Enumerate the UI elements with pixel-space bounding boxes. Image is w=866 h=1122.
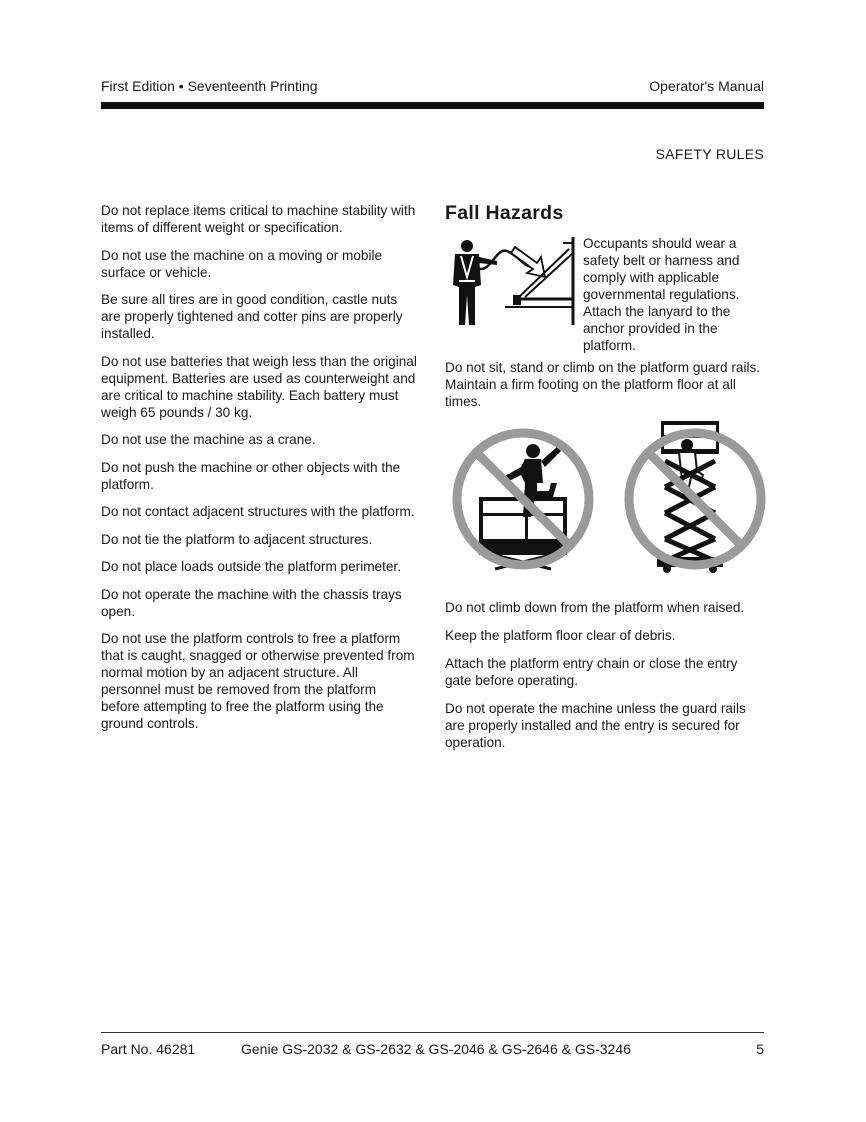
no-climbing-down-raised-icon: [617, 421, 773, 577]
safety-rule: Do not use batteries that weigh less than the original equipment. Batteries are used as counterweight and are critical to machine stability. Each battery must weigh 65 pounds / 30 kg.: [101, 353, 417, 420]
footer-models: Genie GS-2032 & GS-2632 & GS-2046 & GS-2646 & GS-3246: [241, 1041, 631, 1057]
safety-rule: Do not climb down from the platform when raised.: [445, 600, 745, 615]
header-manual-title: Operator's Manual: [649, 78, 764, 94]
safety-rule: Do not place loads outside the platform perimeter.: [101, 559, 401, 574]
footer-page-number: 5: [756, 1041, 764, 1057]
safety-rule: Do not tie the platform to adjacent structures.: [101, 531, 373, 547]
safety-rule: Do not use the platform controls to free a platform that is caught, snagged or otherwise prevented from normal motion by an adjacent structure. All personnel must be removed from the platform before attempting to free the platform using the ground controls.: [101, 631, 415, 731]
harness-lanyard-icon: [445, 237, 579, 329]
header-edition: First Edition • Seventeenth Printing: [101, 78, 318, 94]
safety-rule: Do not use the machine on a moving or mobile surface or vehicle.: [101, 247, 383, 280]
safety-rule: Keep the platform floor clear of debris.: [445, 628, 676, 643]
harness-block: [445, 235, 767, 359]
safety-rule: Do not push the machine or other objects with the platform.: [101, 459, 401, 492]
right-column: [445, 202, 767, 762]
left-column: [101, 202, 417, 743]
safety-rule: Do not replace items critical to machine stability with items of different weight or specification.: [101, 203, 416, 235]
safety-rule: Do not use the machine as a crane.: [101, 432, 316, 447]
header-bar: [101, 102, 764, 109]
safety-rule: Be sure all tires are in good condition, castle nuts are properly tightened and cotter pins are properly installed.: [101, 292, 403, 341]
footer-rule: [101, 1032, 764, 1033]
footer-part-number: Part No. 46281: [101, 1041, 196, 1057]
prohibition-images: [445, 421, 767, 581]
safety-rule: Do not contact adjacent structures with the platform.: [101, 504, 415, 519]
safety-rule: Do not operate the machine unless the guard rails are properly installed and the entry is secured for operation.: [445, 701, 746, 750]
section-label: SAFETY RULES: [655, 146, 764, 162]
fall-hazards-heading: Fall Hazards: [445, 202, 564, 224]
no-climbing-guard-rails-icon: [445, 421, 601, 577]
harness-instruction: Occupants should wear a safety belt or harness and comply with applicable governmental regulations. Attach the lanyard to the anchor provided in the platform.: [583, 236, 740, 353]
guard-rail-rule: Do not sit, stand or climb on the platform guard rails. Maintain a firm footing on the platform floor at all times.: [445, 360, 761, 409]
safety-rule: Do not operate the machine with the chassis trays open.: [101, 586, 402, 619]
safety-rule: Attach the platform entry chain or close the entry gate before operating.: [445, 656, 738, 688]
